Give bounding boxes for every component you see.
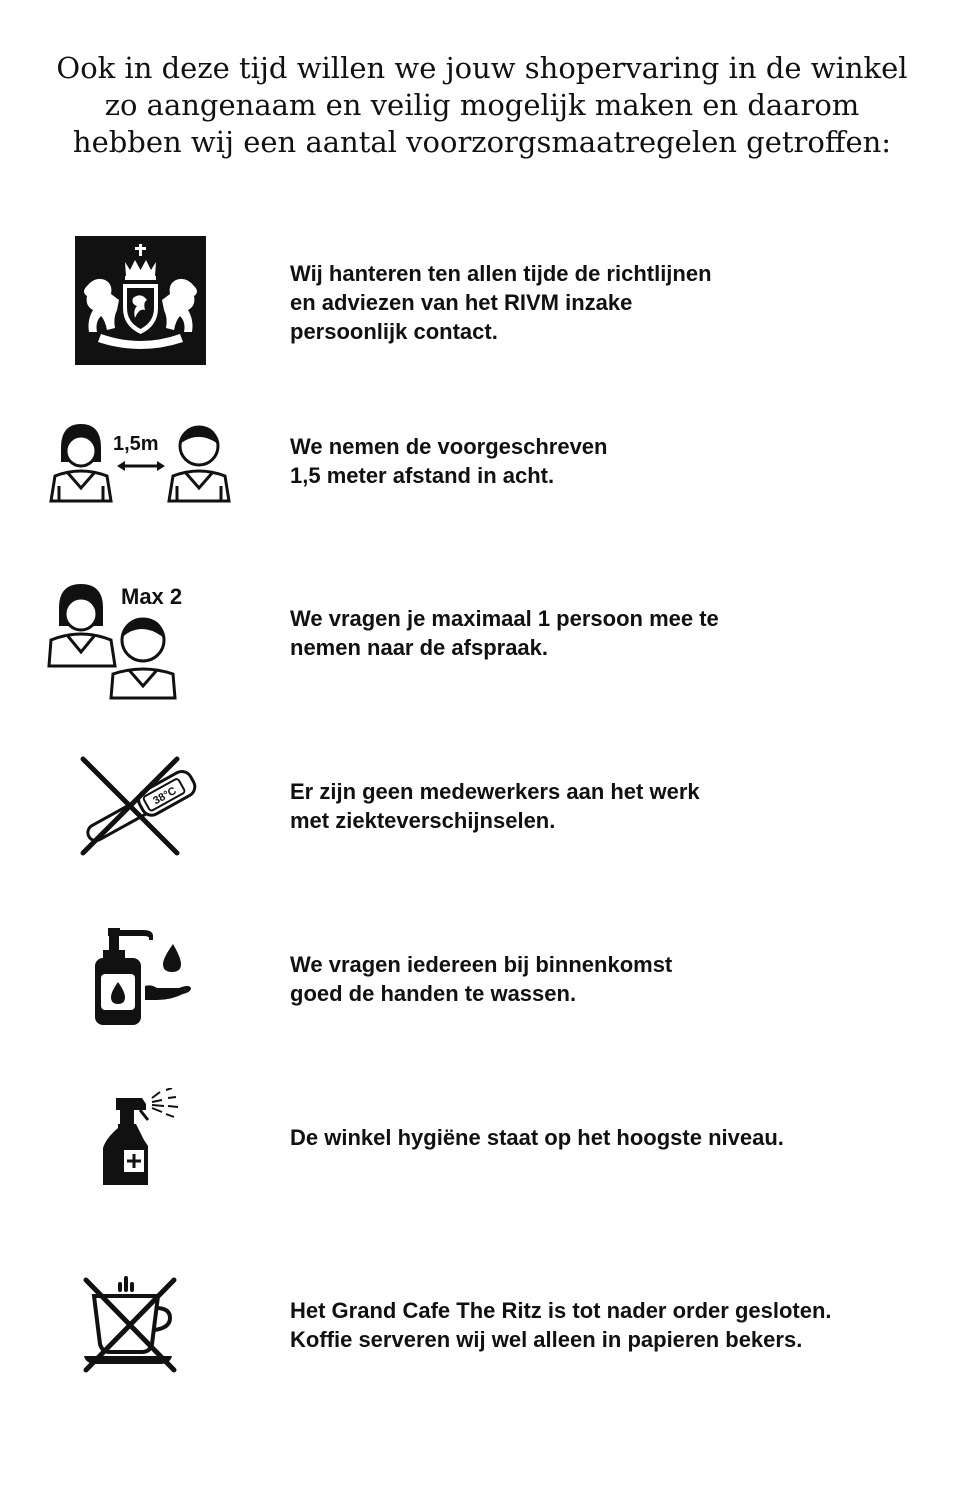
disinfectant-spray-icon	[100, 1088, 182, 1190]
intro-heading	[0, 50, 964, 161]
government-crest-icon	[75, 236, 206, 365]
no-coffee-icon	[80, 1272, 182, 1376]
max-persons-label: Max 2	[121, 584, 183, 609]
hand-soap-icon	[95, 928, 195, 1028]
distance-icon	[45, 418, 240, 508]
intro-line-1: Ook in deze tijd willen we jouw shopervaring in de winkel	[56, 51, 908, 85]
intro-line-3: hebben wij een aantal voorzorgsmaatregelen getroffen:	[72, 125, 892, 159]
distance-label: 1,5m	[113, 433, 159, 455]
max-persons-icon	[45, 580, 210, 702]
measure-text: We nemen de voorgeschreven 1,5 meter afstand in acht.	[290, 434, 608, 488]
measure-text: Wij hanteren ten allen tijde de richtlijnen en adviezen van het RIVM inzake persoonlijk contact.	[290, 261, 712, 344]
measure-text: Het Grand Cafe The Ritz is tot nader order gesloten. Koffie serveren wij wel alleen in papieren bekers.	[290, 1298, 832, 1352]
no-fever-icon	[75, 755, 205, 859]
measure-text: We vragen je maximaal 1 persoon mee te nemen naar de afspraak.	[290, 606, 719, 660]
temperature-label: 38°C	[151, 784, 179, 808]
measure-text: We vragen iedereen bij binnenkomst goed de handen te wassen.	[290, 952, 673, 1006]
measure-text: De winkel hygiëne staat op het hoogste niveau.	[290, 1125, 784, 1150]
measure-text: Er zijn geen medewerkers aan het werk met ziekteverschijnselen.	[290, 779, 700, 833]
intro-line-2: zo aangenaam en veilig mogelijk maken en daarom	[104, 88, 860, 122]
